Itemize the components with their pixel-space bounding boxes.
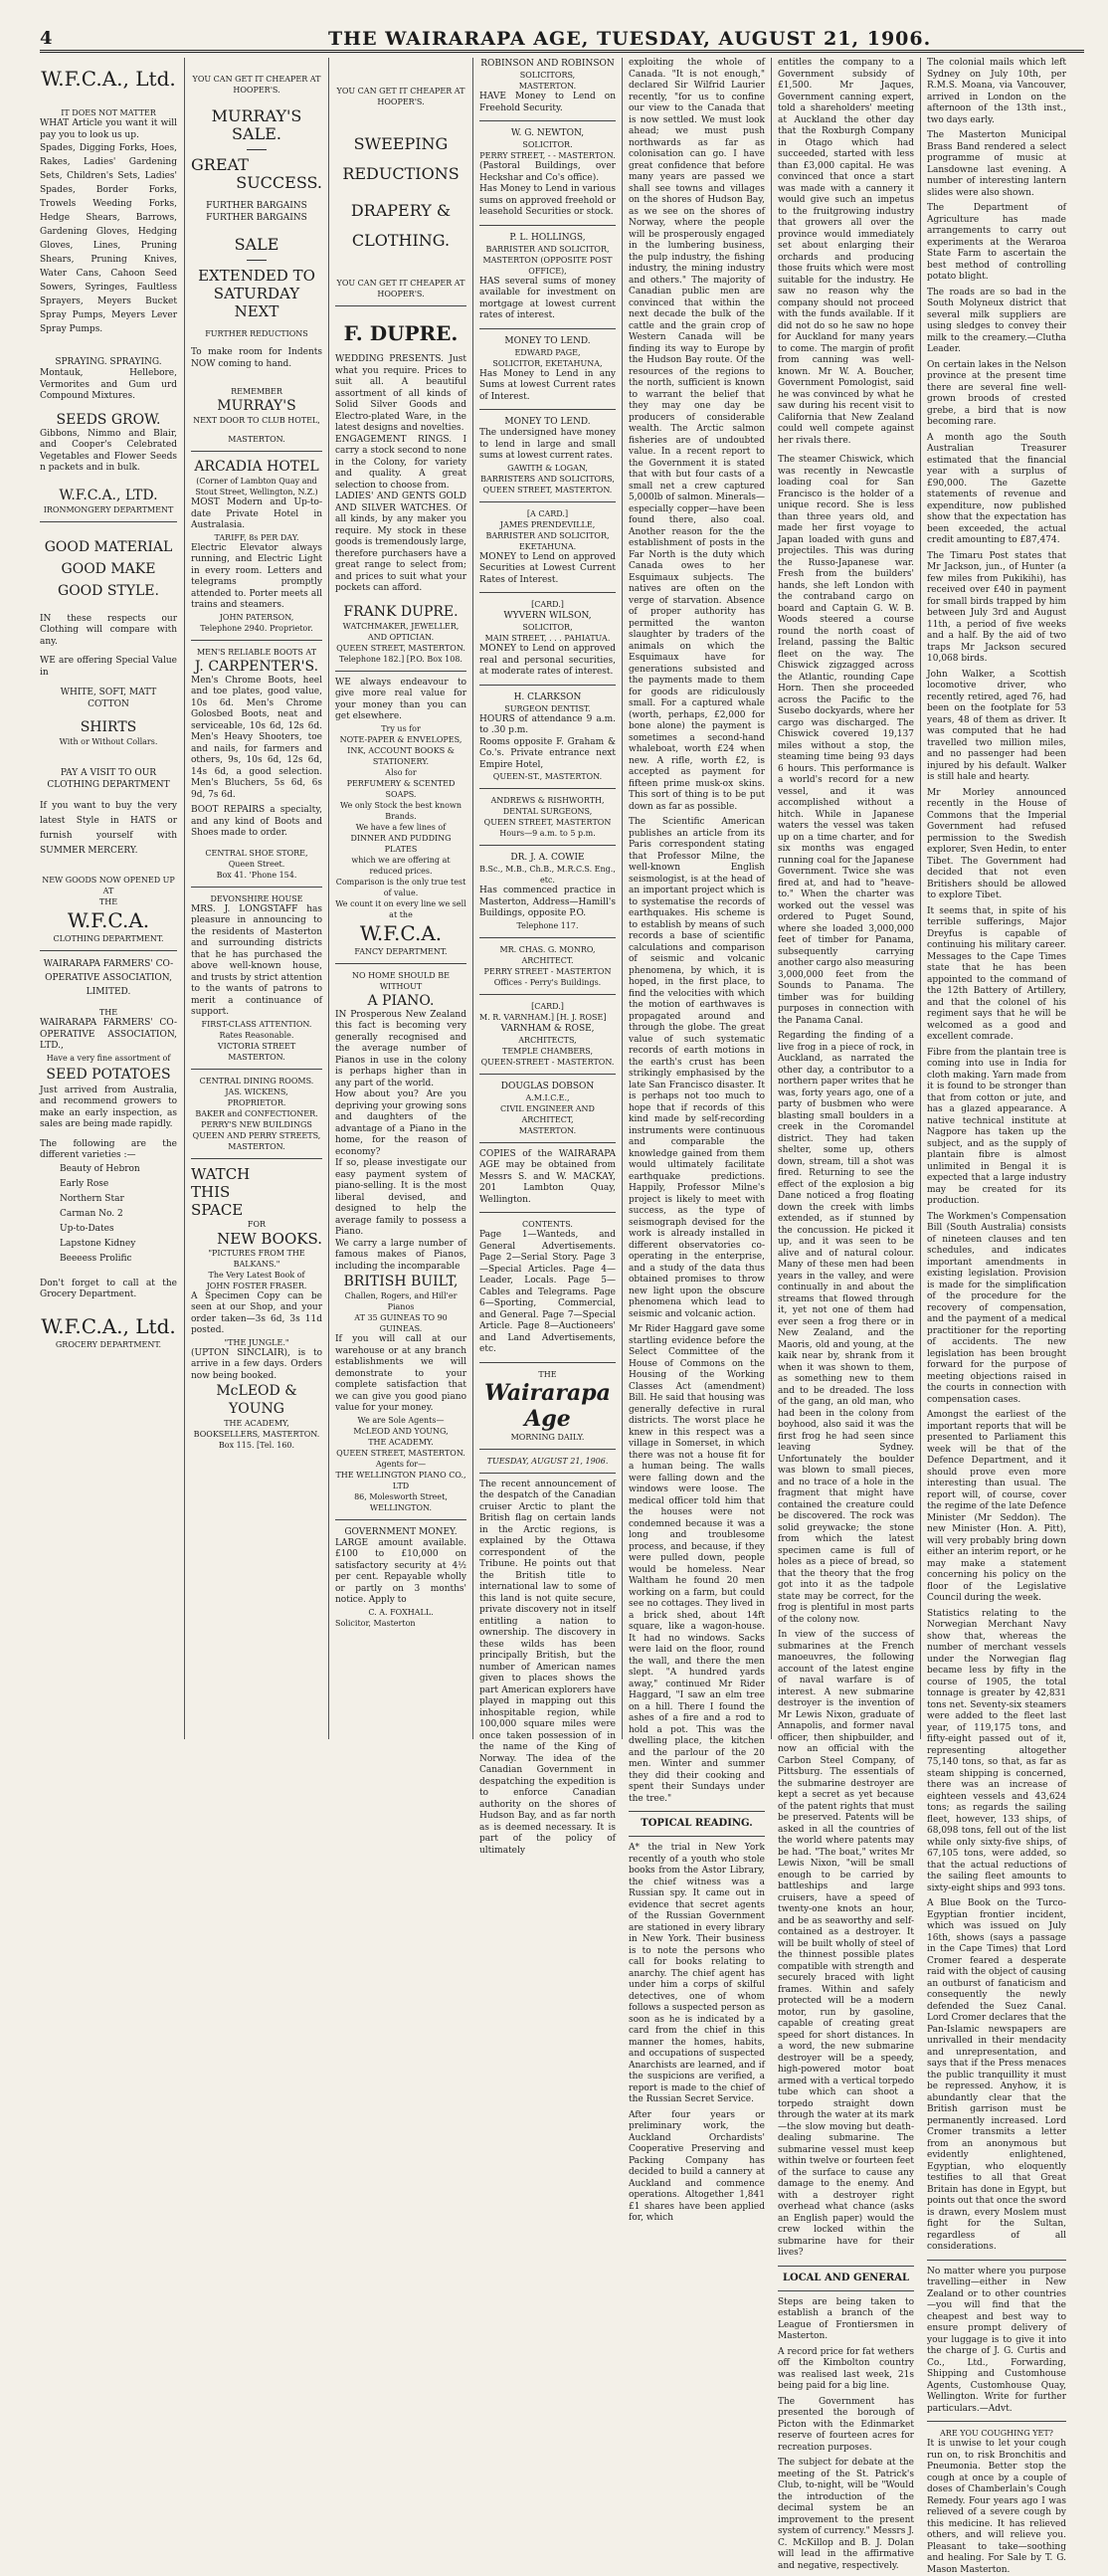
ad-line: GAWITH & LOGAN, [507,463,588,473]
ad-line: NEW GOODS NOW OPENED UP AT [42,876,175,895]
article-paragraph: It seems that, in spite of his terrible sufferings, Major Dreyfus is capable of continuing his military career. Messages to the Cape Times state that he has been appointed to the command of the 12th Battery of Artillery, and that the colonel of his regiment says that he will be welcomed as a good and excellent comrade. [927,905,1066,1042]
ad-text: BOOT REPAIRS a specialty, and any kind of Boots and Shoes made to order. [191,805,322,838]
ad-line: Challen, Rogers, and Hill'er Pianos [344,1291,458,1311]
ad-line: MAIN STREET, . . . PAHIATUA. [484,634,611,643]
article-paragraph: The steamer Chiswick, which was recently in Newcastle loading coal for San Francisco is the holder of a unique record. She is less than three years old, and made her first voyage to Japan loaded with guns and projectiles. This was during the Russo-Japanese war. Fresh from the builders' hands, she left London with the contraband cargo on board and Captain G. W. B. Woods steered a course round the north coast of Ireland, passing the Baltic fleet on the way. The Chiswick zigzagged across the Atlantic, rounding Cape Horn. Then she proceeded across the Pacific to the Susebo dockyards, where her cargo was discharged. The Chiswick covered 19,137 miles without a stop, the steaming time being 93 days 6 hours. This performance is a world's record for a new vessel, and it was accomplished without a hitch. While in Japanese waters the vessel was taken up on a time charter, and for six months was engaged running coal for the Japanese Government. Twice she was fired at, and had to "heave-to." When the charter was worked out the vessel was ordered to Puget Sound, where she loaded 3,000,000 feet of timber for Panama, subsequently carrying another cargo also measuring 3,000,000 feet from the Sounds to Panama. The timber was for building purposes in connection with the Panama Canal. [778,455,914,1026]
ad-line: With or Without Collars. [59,737,158,746]
ad-line: EKETAHUNA. [518,541,577,551]
ad-text: ENGAGEMENT RINGS. I carry a stock second to none in the Colony, for variety and quality. A great selection to choose from. [335,434,466,491]
ad-line: Agents for— [375,1459,427,1469]
ad-heading: MURRAY'S [217,398,296,414]
ad-line: FURTHER REDUCTIONS [205,329,308,338]
ad-heading: GOVERNMENT MONEY. [344,1526,458,1537]
paper-nameplate: Wairarapa Age [484,1379,611,1432]
ad-heading: WAIRARAPA FARMERS' CO-OPERATIVE ASSOCIATION, LIMITED. [43,959,174,997]
ad-line: ARCHITECT. [521,955,574,965]
ad-heading: SATURDAY NEXT [213,285,300,320]
ad-line: "THE JUNGLE." [224,1337,289,1347]
ad-line: JAMES PRENDEVILLE, [499,519,596,529]
ad-heading: SALE [234,235,279,254]
ad-line: NEXT DOOR TO CLUB HOTEL, [193,416,320,425]
leader-paragraph: The Scientific American publishes an article from its Paris correspondent stating that Professor Milne, the well-known English seismologist, is at the head of an important project which is to systematise the records of earthquakes. His scheme is to establish by means of such records a base of scientific calculations and comparison of seismic and volcanic phenomena, by which, it is hoped, in the first place, to find the velocities with which the motion of earthwaves is propagated around and through the globe. The great value of such systematic records of earth motions in the earth's crust has been strikingly emphasised by the late San Francisco disaster. It is perhaps not too much to hope that if records of this kind made by self-recording instruments were continuous and comparable the knowledge gained from them would ultimately facilitate earthquake predictions. Happily, Professor Milne's project is likely to meet with success, as the type of seismograph devised for the work is already installed in different observatories co-operating in the enterprise, and a study of the data thus obtained promises to throw new light upon the obscure phenomena which lead to seismic and volcanic action. [629,817,765,1319]
ad-line: Telephone 2940. Proprietor. [200,623,313,633]
ad-text: If you want to buy the very latest Style in HATS or furnish yourself with SUMMER MERCERY. [40,801,177,856]
ad-text: To make room for Indents NOW coming to hand. [191,347,322,369]
ad-text: Montauk, Hellebore, Vermorites and Gum urd Compound Mixtures. [40,368,177,401]
ad-heading: F. DUPRE. [343,321,459,345]
ad-line: QUEEN STREET, MASTERTON [483,818,612,827]
ad-line: IRONMONGERY DEPARTMENT [43,504,174,514]
ad-heading: GREAT [191,155,249,174]
ad-line: QUEEN-STREET - MASTERTON. [480,1057,615,1067]
ad-text: If so, please investigate our easy payment system of piano-selling. It is the most liberal devised, and designed to help the average family to possess a Piano. [335,1158,466,1237]
ad-line: PERFUMERY & SCENTED SOAPS. [346,778,456,799]
ad-line: Solicitor, Masterton [335,1618,416,1628]
ad-line: Telephone 182.] [P.O. Box 108. [339,654,462,664]
ad-line: TARIFF, 8s PER DAY. [214,532,299,542]
ad-text: We carry a large number of famous makes of Pianos, including the incomparable [335,1238,466,1272]
ad-line: (Corner of Lambton Quay and Stout Street, Wellington, N.Z.) [195,477,318,496]
ad-text: HAVE Money to Lend on Freehold Security. [479,92,616,113]
ad-line: SOLICITORS, [519,71,576,80]
ad-text: IN these respects our Clothing will compare with any. [40,613,177,647]
ad-heading: ARCADIA HOTEL [194,459,319,475]
ad-line: Offices - Perry's Buildings. [493,977,602,987]
ad-line: We only Stock the best known Brands. [340,800,462,821]
ad-line: QUEEN STREET, MASTERTON. [482,485,613,495]
section-heading: TOPICAL READING. [641,1818,753,1829]
ad-line: Try us for [381,723,421,733]
ad-text: Has Money to Lend in various sums on approved freehold or leasehold Securities or stock. [479,184,617,217]
ad-heading: NEW BOOKS. [217,1229,322,1248]
article-paragraph: Fibre from the plantain tree is coming into use in India for cloth making. Yarn made from it is found to be stronger than that from cotton or jute, and has a glazed appearance. A native technical institute at Nagpore has taken up the subject, and as the supply of plantain fibre is almost unlimited in Bengal it is expected that a large industry may be created for its production. [927,1047,1066,1206]
column-rule [472,58,473,1739]
ad-line: YOU CAN GET IT CHEAPER AT HOOPER'S. [192,75,321,95]
ad-heading: THIS [191,1182,231,1201]
article-paragraph: After four years or preliminary work, the Auckland Orchardists' Cooperative Preserving and Packing Company has decided to build a cannery at Auckland and commence operations. Altogether 1,841 £1 shares have been applied for, which [629,2109,765,2223]
ad-line: PERRY STREET, - - MASTERTON. [479,151,616,160]
ad-heading: VARNHAM & ROSE, [500,1023,595,1034]
article-paragraph: On certain lakes in the Nelson province at the present time there are several fine well-grown broods of crested grebe, a bird that is now becoming rare. [927,359,1066,427]
ad-line: PROPRIETOR. [227,1097,286,1107]
ad-heading: EXTENDED TO [198,267,315,285]
ad-line: AT 35 GUINEAS TO 90 GUINEAS. [354,1313,448,1333]
advertisement: No matter where you purpose travelling—either in New Zealand or to other countries—you will find that the cheapest and best way to ensure prompt delivery of your luggage is to give it into the charge of J. G. Curtis and Co., Ltd., Forwarding, Shipping and Customhouse Agents, Customhouse Quay, Wellington. Write for further particulars.—Advt. [927,2266,1066,2414]
ad-text: WE are offering Special Value in [40,656,177,678]
ad-line: MASTERTON. [228,435,285,444]
ad-heading: SHIRTS [80,719,137,735]
column-1 [40,58,177,1739]
ad-line: A.M.I.C.E., [525,1092,570,1102]
ad-line: MORNING DAILY. [510,1432,585,1442]
article-paragraph: In view of the success of submarines at the French manoeuvres, the following account of the latest engine of naval warfare is of interest. A new submarine destroyer is the invention of Mr Lewis Nixon, graduate of Annapolis, and former naval officer, then shipbuilder, and now an official with the Carbon Steel Company, of Pittsburg. The essentials of the submarine destroyer are kept a secret as yet because of the patent rights that must be preserved. Patents will be asked in all the countries of the world where patents may be had. "The boat," writes Mr Lewis Nixon, "will be small enough to be carried by battleships and large cruisers, have a speed of twenty-one knots an hour, and be as seaworthy and self-contained as a destroyer. It will be built wholly of steel of the thinnest possible plates compatible with strength and securely braced with light frames. Within and safely protected will be a modern motor, run by gasoline, capable of creating great speed for short distances. In a word, the new submarine destroyer will be a speedy, high-powered motor boat armed with a vertical torpedo tube which can shoot a torpedo straight down through the water at its mark—the slow moving but death-dealing submarine. The submarine vessel must keep within twelve or fourteen feet of the surface to cause any damage to the enemy. And with a destroyer right overhead what chance (asks an English paper) would the crew locked within the submarine have for their lives? [778,1630,914,2258]
ad-line: MASTERTON. [228,1141,285,1151]
ad-line: JOHN FOSTER FRASER. [206,1281,307,1290]
ad-line: 86, Molesworth Street, [354,1491,448,1501]
ad-line: We count it on every line we sell at the [335,898,466,919]
column-6 [778,58,914,2571]
article-paragraph: The Department of Agriculture has made arrangements to carry out experiments at the Weraroa State Farm to ascertain the best method of controlling potato blight. [927,203,1066,282]
list-item: Up-to-Dates [60,1223,114,1234]
list-item: Beeeess Prolific [60,1253,132,1264]
ad-line: [CARD.] [531,1001,564,1011]
ad-text: WHAT Article you want it will pay you to look us up. [40,118,177,140]
ad-text: LARGE amount available. £100 to £10,000 on satisfactory security at 4½ per cent. Repayable wholly or partly on 3 months' notice. Apply to [335,1537,466,1605]
ad-text: HAS several sums of money available for investment on mortgage at lowest current rates of interest. [479,276,616,320]
ad-line: BARRISTERS AND SOLICITORS, [480,474,615,484]
ad-line: FIRST-CLASS ATTENTION. [201,1019,312,1029]
ad-line: Box 41. 'Phone 154. [216,870,297,880]
ad-line: Telephone 117. [516,920,579,930]
ad-heading: J. CARPENTER'S. [194,658,319,675]
column-7 [927,58,1066,2575]
ad-line: Queen Street. [228,859,285,869]
ad-line: SURGEON DENTIST. [504,703,591,713]
ad-line: CENTRAL SHOE STORE, [205,848,308,858]
ad-line: [A CARD.] [526,508,569,518]
ad-line: WHITE, SOFT, MATT COTTON [60,688,157,709]
ad-line: PERRY STREET - MASTERTON [483,966,612,976]
ad-text: Spades, Digging Forks, Hoes, Rakes, Ladies' Gardening Sets, Children's Sets, Ladies' Spades, Border Forks, Trowels Weeding Forks, Hedge Shears, Barrows, Gardening Gloves, Hedging Gloves, Lines, Pruning Shears, Pruning Knives, Water Cans, Cahoon Seed Sowers, Syringes, Faultless Sprayers, Meyers Bucket Spray Pumps, Meyers Lever Spray Pumps. [40,143,177,334]
article-paragraph: Statistics relating to the Norwegian Merchant Navy show that, whereas the number of merchant vessels under the Norwegian flag became less by fifty in the course of 1905, the total tonnage is greater by 42,831 tons net. Seventy-six steamers were added to the fleet last year, of 119,175 tons, and fifty-eight passed out of it, representing altogether 75,140 tons, so that, as far as steam shipping is concerned, there was an increase of eighteen vessels and 43,624 tons; as regards the sailing fleet, however, 133 ships, of 68,098 tons, fell out of the list while only sixty-five ships, of 67,105 tons, were added, so that the actual reductions of the sailing fleet amounts to sixty-eight ships and 993 tons. [927,1608,1066,1893]
ad-line: DENTAL SURGEONS, [502,807,593,816]
ad-line: TEMPLE CHAMBERS, [502,1046,593,1056]
ad-line: IT DOES NOT MATTER [61,108,156,117]
column-5 [629,58,765,2223]
dateline: TUESDAY, AUGUST 21, 1906. [486,1456,609,1466]
ad-line: VICTORIA STREET MASTERTON. [217,1041,296,1062]
article-paragraph: The Masterton Municipal Brass Band rendered a select programme of music at Lansdowne last evening. A number of interesting lantern slides were also shown. [927,130,1066,198]
column-2 [191,58,322,1739]
ad-heading: DRAPERY & [350,201,452,220]
ad-line: FANCY DEPARTMENT. [354,946,448,956]
column-rule [328,58,329,1739]
ad-line: [CARD.] [531,600,564,609]
ad-heading: GOOD MATERIAL GOOD MAKE GOOD STYLE. [44,538,173,599]
ad-line: SPRAYING. SPRAYING. [55,357,162,367]
ad-line: GROCERY DEPARTMENT. [55,1339,162,1349]
ad-line: BAKER and CONFECTIONER. [195,1108,318,1118]
ad-text: Gibbons, Nimmo and Blair, and Cooper's Celebrated Vegetables and Flower Seeds n packets and in bulk. [40,428,177,473]
ad-line: THE ACADEMY, BOOKSELLERS, MASTERTON. [193,1419,320,1439]
ad-text: MONEY to Lend on approved real and personal securities, at moderate rates of interest. [479,644,616,677]
article-paragraph: A record price for fat wethers off the Kimbolton country was realised last week, 21s being paid for a big line. [778,2346,914,2391]
ad-text: Men's Chrome Boots, heel and toe plates, good value, 10s 6d. Men's Chrome Golosbed Boots, neat and serviceable, 10s 6d, 12s 6d. Men's Heavy Shooters, toe and nails, for farmers and others, 9s, 10s 6d, 12s 6d, 14s 6d, a good selection. Men's Bluchers, 5s 6d, 6s 9d, 7s 6d. [191,675,322,800]
wfca-heading: W.F.C.A., Ltd. [41,67,176,91]
ad-line: BARRISTER AND SOLICITOR, [485,530,610,540]
ad-heading: A PIANO. [367,992,435,1009]
ad-line: THE [538,1369,557,1379]
article-paragraph: The subject for debate at the meeting of the St. Patrick's Club, to-night, will be "Would the introduction of the decimal system be an improvement to the present system of currency." Messrs J. C. McKillop and B. J. Dolan will lead in the affirmative and negative, respectively. [778,2458,914,2571]
ad-line: Also for [385,767,417,777]
column-rule [622,58,623,1739]
article-paragraph: entitles the company to a Government subsidy of £1,500. Mr Jaques, Government canning expert, told a shareholders' meeting at Auckland the other day that the Roxburgh Company in Otago which had succeeded, started with less than £3,000 capital. He was convinced that once a start was made with a cannery it would give such an impetus to the fruitgrowing industry that growers all over the province would immediately set about enlarging their orchards and producing those fruits which were most suitable for the industry. He saw no reason why the company should not proceed with the funds available. If it did not do so he saw no hope for Auckland for many years to come. The margin of profit from canning was well-known. Mr W. A. Boucher, Government Pomologist, said he was convinced by what he saw during his recent visit to California that New Zealand could well compete against her rivals there. [778,58,914,446]
ad-line: MASTERTON. [518,1125,577,1135]
column-rule [920,58,921,1739]
article-paragraph: The colonial mails which left Sydney on July 10th, per R.M.S. Moana, via Vancouver, arrived in London on the afternoon of the 13th inst., two days early. [927,58,1066,125]
ad-text: Don't forget to call at the Grocery Department. [40,1278,177,1299]
ad-line: MASTERTON. [518,82,577,91]
ad-line: MASTERTON (OPPOSITE POST OFFICE), [482,255,613,276]
ad-text: WE always endeavour to give more real value for your money than you can get elsewhere. [335,677,466,721]
article-paragraph: Amongst the earliest of the important reports that will be presented to Parliament this week will be that of the Defence Department, and it should prove even more interesting than usual. The report will, of course, cover the regime of the late Defence Minister (Mr Seddon). The new Minister (Hon. A. Pitt), will very probably bring down either an interim report, or he may make a statement concerning his policy on the floor of the Legislative Council during the week. [927,1410,1066,1603]
ad-line: The Very Latest Book of [208,1270,305,1280]
section-heading: LOCAL AND GENERAL [782,2272,910,2283]
ad-line: WATCHMAKER, JEWELLER, AND OPTICIAN. [342,621,460,642]
ad-line: FURTHER BARGAINS FURTHER BARGAINS [206,201,307,223]
ad-line: ANDREWS & RISHWORTH, [490,796,605,805]
ad-line: PAY A VISIT TO OUR CLOTHING DEPARTMENT [47,768,170,790]
ad-line: CLOTHING DEPARTMENT. [53,934,164,943]
wfca-heading: W.F.C.A. [67,908,150,932]
ad-heading: SWEEPING [353,134,449,153]
ad-line: QUEEN STREET, MASTERTON. [336,1448,465,1458]
article-paragraph: Mr Morley announced recently in the House of Commons that the Imperial Government had refused permission to the Swedish explorer, Sven Hedin, to enter Tibet. The Government had decided that not even Britishers should be allowed to explore Tibet. [927,787,1066,900]
leader-paragraph: exploiting the whole of Canada. "It is not enough," declared Sir Wilfrid Laurier recently, "for us to confine our view to the Canada that is now settled. We must look ahead; we must push northwards as far as colonisation can go. I have great confidence that before many years are passed we shall see towns and villages on the shores of Hudson Bay, as we see on the shores of Norway, where the people will be prosperously engaged in the lumbering business, the pulp industry, the fishing industry, the mining industry and others." The majority of Canadian public men are convinced that within the next decade the bulk of the cattle and the grain crop of Western Canada will be finding its way to Europe by the Hudson Bay route. Of the resources of the regions to the north, sufficient is known to warrant the belief that they may one day be producers of considerable wealth. The Arctic salmon fisheries are of undoubted value. In a recent report to the Government it is stated that with but four casts of a small net a crew captured 5,000lb of salmon. Minerals—especially copper—have been found there, also coal. Another reason for the the establishment of posts in the Far North is the duty which Canada owes to her Esquimaux subjects. The natives are often on the verge of starvation. Absence of proper authority has permitted the wanton slaughter by traders of the animals on which the Esquimaux have for generations subsisted and the payments made to them for goods are ridiculously small. For a captured whale (worth, perhaps, £2,000 for bone alone) the payment is sometimes a second-hand whaleboat, worth £24 when new. A rifle, worth £2, is accepted as payment for fifteen prime musk-ox skins. This sort of thing is to be put down as far as possible. [629,58,765,812]
article-paragraph: A* the trial in New York recently of a youth who stole books from the Astor Library, the chief witness was a Russian spy. It came out in evidence that secret agents of the Russian Government are stationed in every library in New York. Their business is to note the persons who call for books relating to anarchy. The chief agent has under him a corps of skilful detectives, one of whom follows a suspected person as soon as he is indicated by a card from the chief in this manner the homes, habits, and occupations of suspected Anarchists are learned, and if the suspicions are verified, a report is made to the chief of the Russian Secret Service. [629,1843,765,2104]
ad-heading: MONEY TO LEND. [504,335,591,346]
ad-heading: SUCCESS. [236,173,322,192]
ad-text: IN Prosperous New Zealand this fact is becoming very generally recognised and the average number of Pianos in use in the colony is perhaps higher than in any part of the world. [335,1009,466,1089]
ad-line: MEN'S RELIABLE BOOTS AT [196,647,317,657]
ad-text: Has Money to Lend in any Sums at lowest Current rates of Interest. [479,368,616,402]
ad-heading: WATCH [191,1164,251,1183]
ad-line: JOHN PATERSON, [219,612,294,622]
column-3 [335,58,466,1739]
ad-heading: MURRAY'S SALE. [211,106,302,143]
newspaper-title: THE WAIRARAPA AGE, TUESDAY, AUGUST 21, 1906. [328,28,932,50]
ad-text: How about you? Are you depriving your growing sons and daughters of the advantage of a Piano in the home, for the reason of economy? [335,1090,466,1157]
ad-line: FOR [247,1219,267,1229]
ad-text: MRS. J. LONGSTAFF has pleasure in announcing to the residents of Masterton and surrounding districts that he has purchased the above well-known house, and trusts by strict attention to the wants of patrons to merit a continuance of support. [191,903,322,1017]
ad-line: BARRISTER AND SOLICITOR, [485,244,610,254]
column-rule [771,58,772,1739]
ad-heading: SEED POTATOES [46,1066,171,1083]
ad-line: YOU CAN GET IT CHEAPER AT HOOPER'S. [336,87,465,106]
ad-heading: WYVERN WILSON, [503,611,592,621]
article-paragraph: A month ago the South Australian Treasurer estimated that the financial year with a surplus of £90,000. The Gazette statements of revenue and expenditure, now published show that the expectation has been exceeded, the actual credit amounting to £87,474. [927,432,1066,545]
ad-line: REMEMBER [231,387,282,396]
ad-line: THE [98,1008,118,1017]
ad-text: LADIES' AND GENTS GOLD AND SILVER WATCHES. Of all kinds, by any maker you require. My stock in these goods is tremendously large, therefore purchasers have a great range to select from; and prices to suit what your pockets can afford. [335,492,467,593]
ad-text: HOURS of attendance 9 a.m. to .30 p.m. [479,713,616,735]
ad-line: B.Sc., M.B., Ch.B., M.R.C.S. Eng., etc. [479,865,616,885]
ad-line: SOLICITOR, EKETAHUNA, [492,358,603,368]
ad-line: "PICTURES FROM THE BALKANS." [208,1248,305,1269]
ad-line: QUEEN-ST., MASTERTON. [492,772,603,781]
ad-line: Comparison is the only true test of value. [335,877,466,897]
article-paragraph: The Government has presented the borough of Picton with the Edinmarket reserve of fourteen acres for recreation purposes. [778,2396,914,2453]
ad-heading: H. CLARKSON [513,692,582,702]
ad-line: CENTRAL DINING ROOMS. [199,1076,314,1086]
list-item: Lapstone Kidney [60,1238,136,1249]
potato-varieties [40,1162,177,1267]
ad-text: WEDDING PRESENTS. Just what you require. Prices to suit all. A beautiful assortment of all kinds of Solid Silver Goods and Electro-plated Ware, in the latest designs and novelties. [335,354,466,433]
ad-line: Hours—9 a.m. to 5 p.m. [499,829,596,838]
ad-text: Electric Elevator always running, and Electric Light in every room. Letters and telegrams promptly attended to. Porter meets all trains and steamers. [191,542,322,610]
wfca-heading: W.F.C.A. [359,920,443,945]
ad-heading: ROBINSON AND ROBINSON [480,59,615,69]
ad-heading: CLOTHING. [351,231,451,250]
ad-line: MR. CHAS. G. MONRO, [499,944,596,954]
ad-heading: McLEOD & YOUNG [216,1383,297,1417]
wfca-heading: W.F.C.A., LTD. [59,487,158,503]
ad-heading: W. G. NEWTON, [510,128,585,138]
ad-text: If you will call at our warehouse or at any branch establishments we will demonstrate to your complete satisfaction that we can give you good piano value for your money. [335,1334,466,1413]
list-item: Northern Star [60,1193,124,1204]
ad-heading: SPACE [191,1200,244,1219]
list-item: Beauty of Hebron [60,1163,140,1174]
ad-line: THE WELLINGTON PIANO CO., LTD [335,1470,466,1490]
ad-text: MONEY to Lend on approved Securities at Lowest Current Rates of Interest. [479,551,616,585]
ad-line: PERRY'S NEW BUILDINGS [201,1119,312,1129]
ad-text: A Specimen Copy can be seen at our Shop, and your order taken—3s 6d, 3s 11d posted. [191,1290,322,1335]
article-paragraph: John Walker, a Scottish locomotive driver, who recently retired, aged 76, had been on the footplate for 53 years, 48 of them as driver. It was computed that he had travelled two million miles, and no passenger had been injured by his default. Walker is still hale and hearty. [927,669,1066,782]
ad-line: YOU CAN GET IT CHEAPER AT HOOPER'S. [336,279,465,298]
ad-line: Box 115. [Tel. 160. [218,1441,295,1450]
list-item: Carman No. 2 [60,1208,123,1219]
ad-line: QUEEN AND PERRY STREETS, [192,1130,321,1140]
ad-line: Rates Reasonable. [219,1030,294,1040]
ad-heading: MONEY TO LEND. [504,417,591,427]
page-number: 4 [40,28,53,49]
ad-text: The undersigned have money to lend in large and small sums at lowest current rates. [479,428,616,461]
ad-heading: DR. J. A. COWIE [510,853,585,863]
ad-heading: DOUGLAS DOBSON [500,1081,595,1091]
article-paragraph: A Blue Book on the Turco-Egyptian frontier incident, which was issued on July 16th, shows (says a passage in the Cape Times) that Lord Cromer feared a desperate raid with the object of causing an outburst of fanaticism and consequently the newly defended the Suez Canal. Lord Cromer declares that the Pan-Islamic newspapers are unrivalled in their mendacity and unrepresentation, and says that if the Press menaces the public tranquillity it must be repressed. Anyhow, it is abundantly clear that the British garrison must be permanently increased. Lord Cromer transmits a letter from an anonymous but evidently enlightened, Egyptian, who eloquently testifies to all that Great Britain has done in Egypt, but points out that once the sword is drawn, every Moslem must fight for the Sultan, regardless of all considerations. [927,1898,1066,2252]
contents-heading: CONTENTS. [522,1220,573,1229]
ad-heading: BRITISH BUILT, [343,1274,459,1289]
column-4 [479,58,617,1856]
article-paragraph: Steps are being taken to establish a branch of the League of Frontiersmen in Masterton. [778,2296,914,2341]
ad-line: We are Sole Agents— [357,1415,445,1425]
leader-paragraph: Mr Rider Haggard gave some startling evidence before the Select Committee of the House of Commons on the Housing of the Working Classes Act (amendment) Bill. He said that housing was generally defective in rural districts. The worst place he knew in this respect was a village in Somerset, in which there was not a house fit for a human being. The walls were falling down and the windows were loose. The medical officer told him that the houses were not condemned because it was a long and troublesome process, and because, if they were pulled down, people would be homeless. Near Waltham he found 20 men working on a farm, but could see no cottages. They lived in a brick shed, about 14ft square, like a wagon-house. It had no windows. Sacks were laid on the floor, round the wall, and there the men slept. "A hundred yards away," continued Mr Rider Haggard, "I saw an elm tree on a hill. There I found the ashes of a fire and a rod to hold a pot. This was the dwelling place, the kitchen and the parlour of the 20 men. Winter and summer they did their cooking and spent their Sundays under the tree." [629,1324,765,1804]
ad-line: M. R. VARNHAM.] [H. J. ROSE] [479,1012,607,1022]
ad-line: McLEOD AND YOUNG, [353,1426,449,1436]
ad-line: SOLICITOR. [522,140,573,149]
column-rule [184,58,185,1739]
ad-line: NOTE-PAPER & ENVELOPES, INK, ACCOUNT BOOKS & STATIONERY. [339,734,462,766]
advertisement: It is unwise to let your cough run on, to risk Bronchitis and Pneumonia. Better stop the cough at once by a couple of doses of Chamberlain's Cough Remedy. Four years ago I was relieved of a severe cough by this medicine. It has relieved others, and will relieve you. Pleasant to take—soothing and healing. For Sale by T. G. Mason Masterton. [927,2439,1066,2575]
ad-text: WAIRARAPA FARMERS' CO-OPERATIVE ASSOCIATION, LTD., [40,1018,177,1051]
ad-text: (UPTON SINCLAIR), is to arrive in a few days. Orders now being booked. [191,1347,322,1381]
ad-text: MOST Modern and Up-to-date Private Hotel in Australasia. [191,497,322,530]
ad-line: NO HOME SHOULD BE WITHOUT [352,970,450,991]
ad-line: THE ACADEMY. [368,1437,434,1447]
article-paragraph: The roads are so bad in the South Molyneux district that several milk suppliers are using sledges to convey their milk to the creamery.—Clutha Leader. [927,287,1066,354]
ad-line: SOLICITOR, [522,623,573,632]
contents-list: Page 1—Wanteds, and General Advertisements. Page 2—Serial Story. Page 3—Special Articles. Page 4—Leader, Locals. Page 5—Cables and Telegrams. Page 6—Sporting, Commercial, and General. Page 7—Special Article. Page 8—Auctioneers' and Land Advertisements, etc. [479,1230,616,1354]
ad-line: C. A. FOXHALL. [368,1607,434,1617]
ad-line: CIVIL ENGINEER AND ARCHITECT, [500,1103,595,1124]
list-item: Early Rose [60,1178,109,1189]
ad-line: Have a very fine assortment of [46,1053,171,1063]
ad-heading: FRANK DUPRE. [343,603,459,620]
ad-line: JAS. WICKENS, [225,1087,288,1096]
article-paragraph: Regarding the finding of a live frog in a piece of rock, in Auckland, as narrated the other day, a contributor to a northern paper writes that he was, forty years ago, one of a party of busbmen who were blasting small boulders in a creek in the Coromandel district. They had taken shelter, some up, others down, stream, till a shot was fired. Returning to see the effect of the explosion a big Dane noticed a frog floating down the creek with limbs extended, as if stunned by the concussion. He picked it up, and it was seen to be alive and of natural colour. Many of these men had been years in the valley, and were continually in and about the streams that flowed through it, yet not one of them had ever seen a frog there or in New Zealand, and the Maoris, old and young, at the kaik near by, shrank from it when it was shown to them, as something new to them and to be dreaded. The loss of the gang, an old man, who had been in the colony from boyhood, also said it was the first frog he had seen since leaving Sydney. Unfortunately the boulder was blown to small pieces, and no trace of a hole in the fragment that might have contained the creature could be discovered. The rock was solid greywacke; the stone from which the latest specimen came is full of holes as a piece of bread, so that the theory that the frog got into it as the tadpole state may be correct, for the frog is plentiful in most parts of the colony now. [778,1031,914,1625]
ad-line: We have a few lines of [355,822,447,832]
ad-text: Rooms opposite F. Graham & Co.'s. Private entrance next Empire Hotel, [479,736,616,770]
ad-heading: REDUCTIONS [342,164,460,183]
ad-text: The following are the different varieties :— [40,1138,177,1160]
ad-line: QUEEN STREET, MASTERTON. [336,643,465,653]
ad-line: ARCHITECTS, [518,1035,577,1045]
ad-line: THE [98,897,118,906]
ad-text: Has commenced practice in Masterton, Address—Hamill's Buildings, opposite P.O. [479,886,616,918]
ad-line: DINNER AND PUDDING PLATES [350,833,452,854]
ad-line: EDWARD PAGE, [514,347,581,357]
ad-heading: ARE YOU COUGHING YET? [940,2429,1053,2438]
masthead [40,28,1084,53]
ad-heading: SEEDS GROW. [56,411,161,428]
ad-line: WELLINGTON. [369,1502,433,1512]
ad-text: COPIES of the WAIRARAPA AGE may be obtained from Messrs S. and W. MACKAY, 201 Lambton Quay, Wellington. [479,1148,616,1205]
ad-text: Just arrived from Australia, and recommend growers to make an early inspection, as sales are being made rapidly. [40,1085,177,1129]
ad-heading: P. L. HOLLINGS, [509,232,586,243]
article-paragraph: The Workmen's Compensation Bill (South Australia) consists of nineteen clauses and ten schedules, and indicates important amendments in existing legislation. Provision is made for the simplification of the procedure for the recovery of compensation, and the payment of a medical practitioner for the reporting of accidents. The new legislation has been brought forward for the purpose of meeting objections raised in the courts in connection with compensation cases. [927,1211,1066,1405]
ad-line: which we are offering at reduced prices. [351,855,451,876]
ad-text: (Pastoral Buildings, over Heckshar and Co's office). [479,161,616,183]
leader-paragraph: The recent announcement of the despatch of the Canadian cruiser Arctic to plant the British flag on certain lands in the Arctic regions, is explained by the Ottawa correspondent of the Tribune. He points out that the British title to international law to some of this land is not quite secure, private discovery not in itself entitling a nation to ownership. The discovery in these wilds has been principally British, but the number of American names given to places shows the part American explorers have played in mapping out this inhospitable region, while 100,000 square miles were once taken possession of in the name of the King of Norway. The idea of the Canadian Government in despatching the expedition is to enforce Canadian authority on the shores of Hudson Bay, and as far north as is deemed necessary. It is part of the policy of ultimately [479,1479,616,1856]
ad-line: DEVONSHIRE HOUSE [210,893,303,903]
wfca-heading: W.F.C.A., Ltd. [41,1313,176,1338]
article-paragraph: The Timaru Post states that Mr Jackson, jun., of Hunter (a few miles from Pukikihi), has received over £40 in payment for small birds trapped by him between July 3rd and August 11th, a period of five weeks and a half. By the aid of two traps Mr Jackson secured 10,068 birds. [927,550,1066,664]
